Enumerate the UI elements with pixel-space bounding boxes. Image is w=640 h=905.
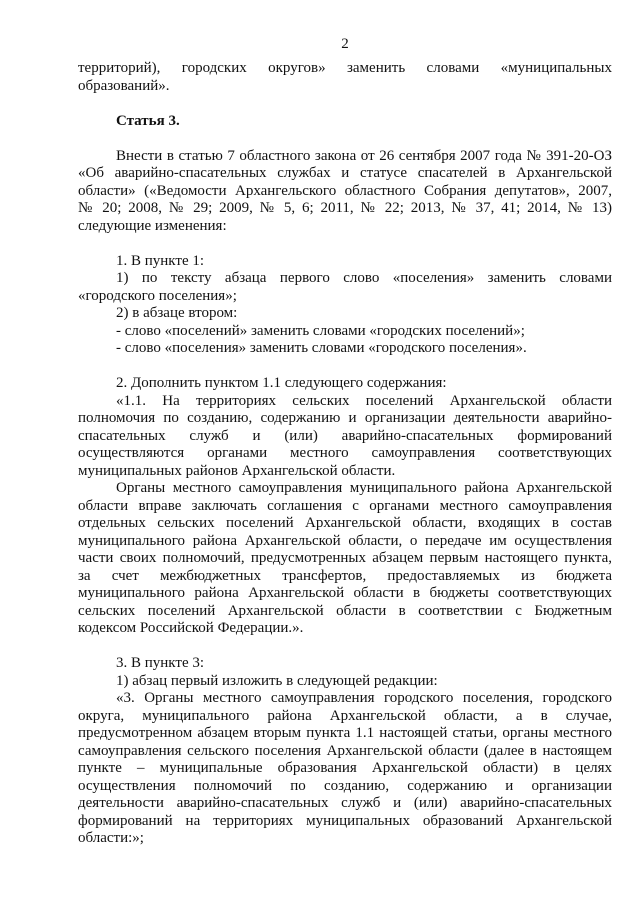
text-line: деятельности аварийно-спасательных служб и (или) аварийно-спасательных xyxy=(78,795,612,811)
text-line: «3. Органы местного самоуправления городского поселения, городского xyxy=(116,690,612,706)
text-line: самоуправления сельского поселения Архангельской области (далее в настоящем xyxy=(78,742,612,759)
text-line: области» («Ведомости Архангельского областного Собрания депутатов», 2007, xyxy=(78,182,612,199)
text-line: Внести в статью 7 областного закона от 26 сентября 2007 года № 391-20-ОЗ xyxy=(116,147,612,164)
paragraph xyxy=(78,655,612,848)
text-line: образований». xyxy=(78,77,170,94)
paragraph-gap xyxy=(78,638,612,656)
text-line: округа, муниципального района Архангельской области, а в случае, xyxy=(78,707,612,724)
text-line: кодексом Российской Федерации.». xyxy=(78,620,304,636)
page-number: 2 xyxy=(341,36,349,52)
text-line: 2) в абзаце втором: xyxy=(116,305,238,321)
text-line: спасательных служб и (или) аварийно-спасательных формирований xyxy=(78,427,612,444)
text-line: осуществляются органами местного самоуправления соответствующих xyxy=(78,445,612,461)
text-line: части своих полномочий, предусмотренных абзацем первым настоящего пункта, xyxy=(78,550,612,566)
text-line: № 20; 2008, № 29; 2009, № 5, 6; 2011, № 22; 2013, № 37, 41; 2014, № 13) xyxy=(78,200,612,216)
paragraph-gap xyxy=(78,358,612,376)
text-line: области вправе заключать соглашения с органами местного самоуправления xyxy=(78,497,612,514)
text-line: Статья 3. xyxy=(116,112,180,129)
text-line: 1. В пункте 1: xyxy=(116,252,205,269)
paragraph xyxy=(78,60,612,95)
text-line: «городского поселения»; xyxy=(78,287,237,304)
paragraph-gap xyxy=(78,130,612,148)
text-line: Органы местного самоуправления муниципального района Архангельской xyxy=(116,480,612,496)
text-line: отдельных сельских поселений Архангельской области, входящих в состав xyxy=(78,515,612,531)
text-line: муниципальных районов Архангельской области. xyxy=(78,462,396,479)
text-line: - слово «поселений» заменить словами «городских поселений»; xyxy=(116,322,525,339)
text-line: муниципального района Архангельской области, о передаче им осуществления xyxy=(78,532,612,549)
text-line: следующие изменения: xyxy=(78,217,227,234)
text-line: 2. Дополнить пунктом 1.1 следующего содержания: xyxy=(116,375,447,391)
text-line: «1.1. На территориях сельских поселений Архангельской области xyxy=(116,392,612,409)
text-line: сельских поселений Архангельской области в соответствии с Бюджетным xyxy=(78,602,612,619)
article-heading xyxy=(78,113,612,131)
text-line: предусмотренном абзацем вторым пункта 1.1 настоящей статьи, органы местного xyxy=(78,725,612,741)
paragraph-gap xyxy=(78,95,612,113)
text-line: территорий), городских округов» заменить словами «муниципальных xyxy=(78,60,612,76)
text-line: 3. В пункте 3: xyxy=(116,655,205,671)
text-line: осуществления полномочий по созданию, содержанию и организации xyxy=(78,777,612,794)
text-line: - слово «поселения» заменить словами «городского поселения». xyxy=(116,340,527,356)
paragraph-gap xyxy=(78,235,612,253)
text-line: «Об аварийно-спасательных службах и статусе спасателей в Архангельской xyxy=(78,165,612,181)
text-line: формирований на территориях муниципальных образований Архангельской xyxy=(78,812,612,829)
text-line: области:»; xyxy=(78,830,144,846)
text-line: полномочия по созданию, содержанию и организации деятельности аварийно- xyxy=(78,410,612,426)
document-body xyxy=(78,60,612,848)
text-line: 1) абзац первый изложить в следующей редакции: xyxy=(116,672,438,689)
text-line: муниципального района Архангельской области в бюджеты соответствующих xyxy=(78,585,612,601)
paragraph xyxy=(78,253,612,358)
text-line: пункте – муниципальные образования Архангельской области) в целях xyxy=(78,760,612,776)
text-line: за счет межбюджетных трансфертов, предоставляемых из бюджета xyxy=(78,567,612,584)
paragraph xyxy=(78,148,612,236)
text-line: 1) по тексту абзаца первого слово «поселения» заменить словами xyxy=(116,270,612,286)
paragraph xyxy=(78,375,612,638)
